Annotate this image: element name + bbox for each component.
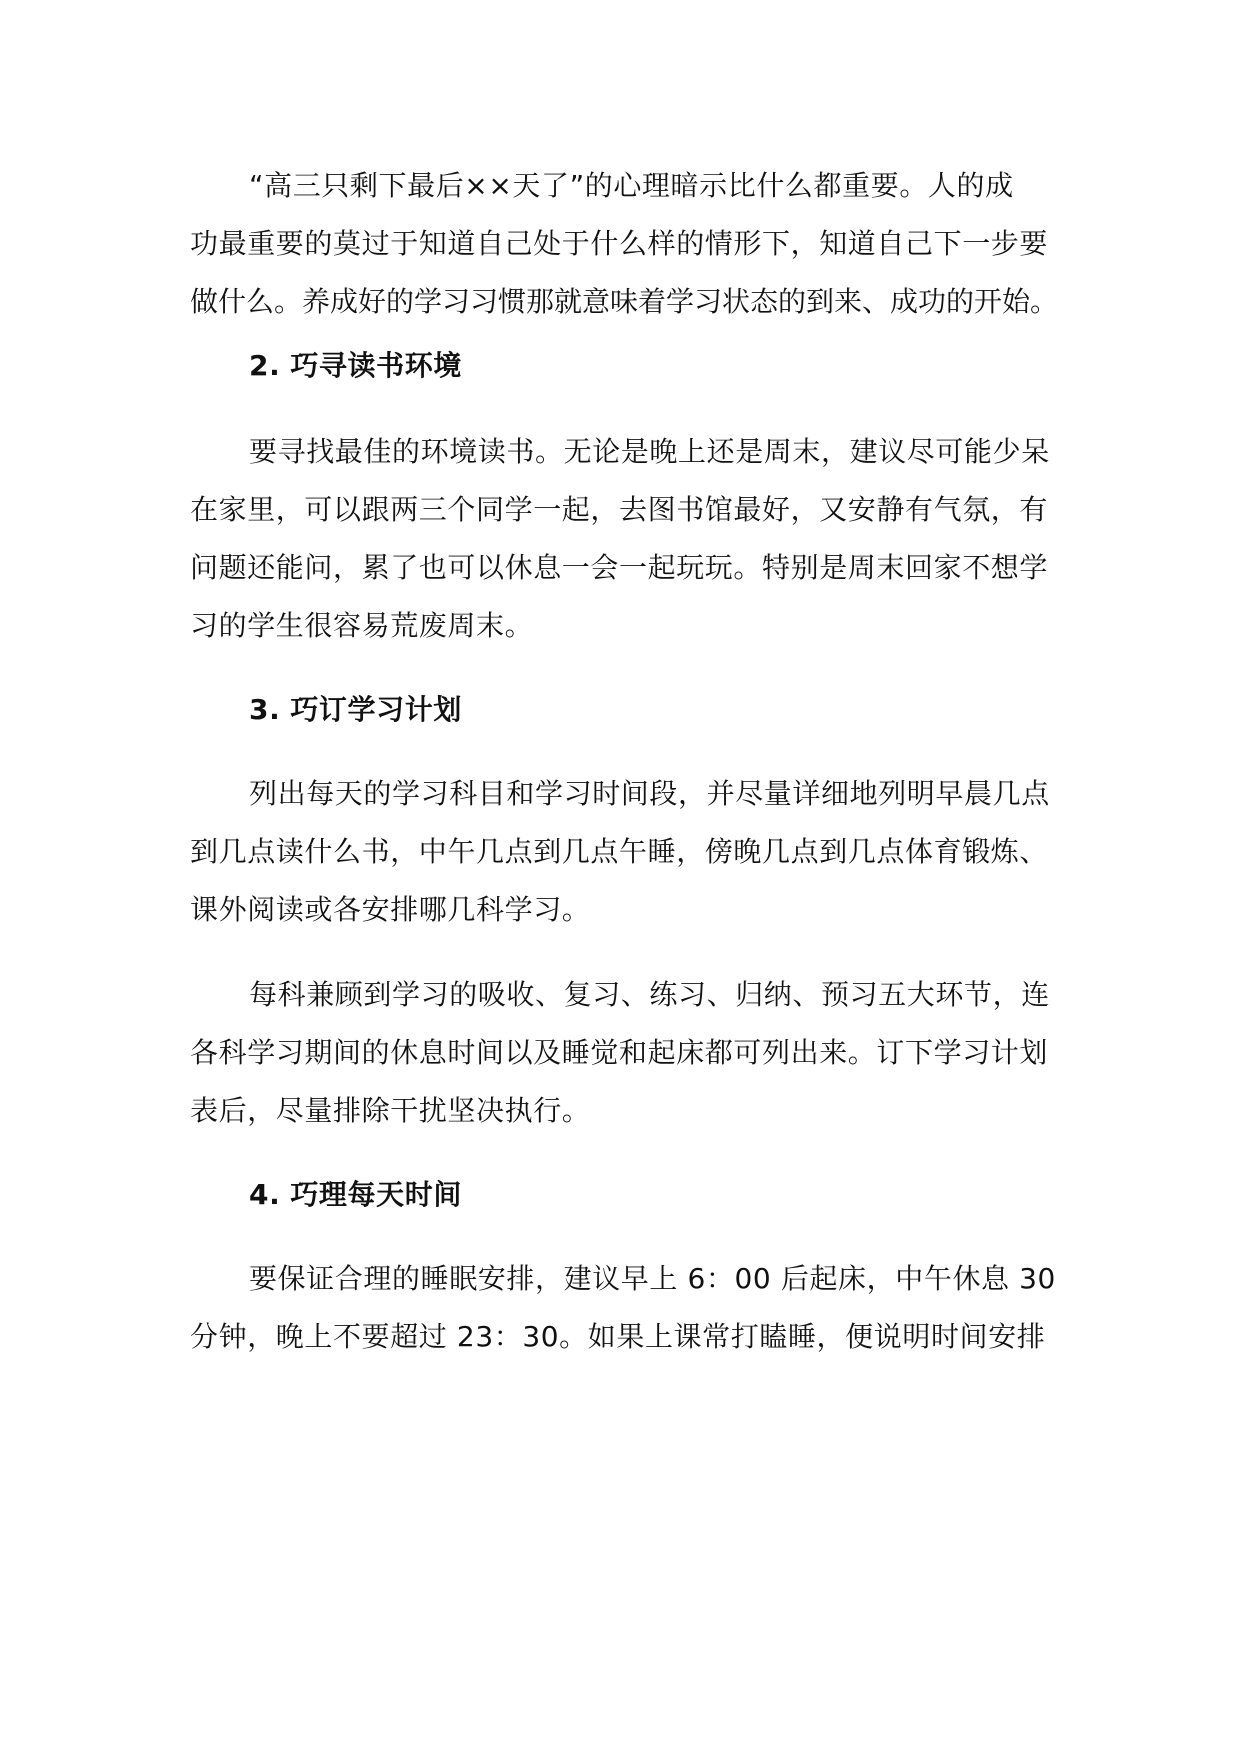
section-number: 2.: [249, 349, 281, 382]
paragraph-line: 每科兼顾到学习的吸收、复习、练习、归纳、预习五大环节，连: [249, 978, 1050, 1011]
paragraph-line: 分钟，晚上不要超过 23：30。如果上课常打瞌睡，便说明时间安排: [190, 1320, 1046, 1353]
section-number: 4.: [249, 1178, 281, 1211]
section-title: 巧订学习计划: [290, 693, 462, 726]
paragraph-line: 表后，尽量排除干扰坚决执行。: [190, 1094, 591, 1127]
paragraph-line: 课外阅读或各安排哪几科学习。: [190, 893, 591, 926]
paragraph-line: 习的学生很容易荒废周末。: [190, 609, 534, 642]
paragraph-line: 问题还能问，累了也可以休息一会一起玩玩。特别是周末回家不想学: [190, 551, 1049, 584]
paragraph-line: 要寻找最佳的环境读书。无论是晚上还是周末，建议尽可能少呆: [249, 435, 1050, 468]
section-title: 巧理每天时间: [290, 1178, 462, 1211]
section-heading-2: [249, 346, 462, 386]
paragraph-line: “高三只剩下最后××天了”的心理暗示比什么都重要。人的成: [249, 169, 1014, 202]
paragraph-line: 在家里，可以跟两三个同学一起，去图书馆最好，又安静有气氛，有: [190, 493, 1049, 526]
paragraph-line: 做什么。养成好的学习习惯那就意味着学习状态的到来、成功的开始。: [190, 285, 1059, 318]
paragraph-line: 功最重要的莫过于知道自己处于什么样的情形下，知道自己下一步要: [190, 227, 1049, 260]
section-title: 巧寻读书环境: [290, 349, 462, 382]
section-heading-4: [249, 1175, 462, 1215]
section-heading-3: [249, 690, 462, 730]
paragraph-line: 要保证合理的睡眠安排，建议早上 6：00 后起床，中午休息 30: [249, 1262, 1056, 1295]
paragraph-line: 各科学习期间的休息时间以及睡觉和起床都可列出来。订下学习计划: [190, 1036, 1049, 1069]
section-number: 3.: [249, 693, 281, 726]
paragraph-line: 列出每天的学习科目和学习时间段，并尽量详细地列明早晨几点: [249, 777, 1050, 810]
paragraph-line: 到几点读什么书，中午几点到几点午睡，傍晚几点到几点体育锻炼、: [190, 835, 1049, 868]
